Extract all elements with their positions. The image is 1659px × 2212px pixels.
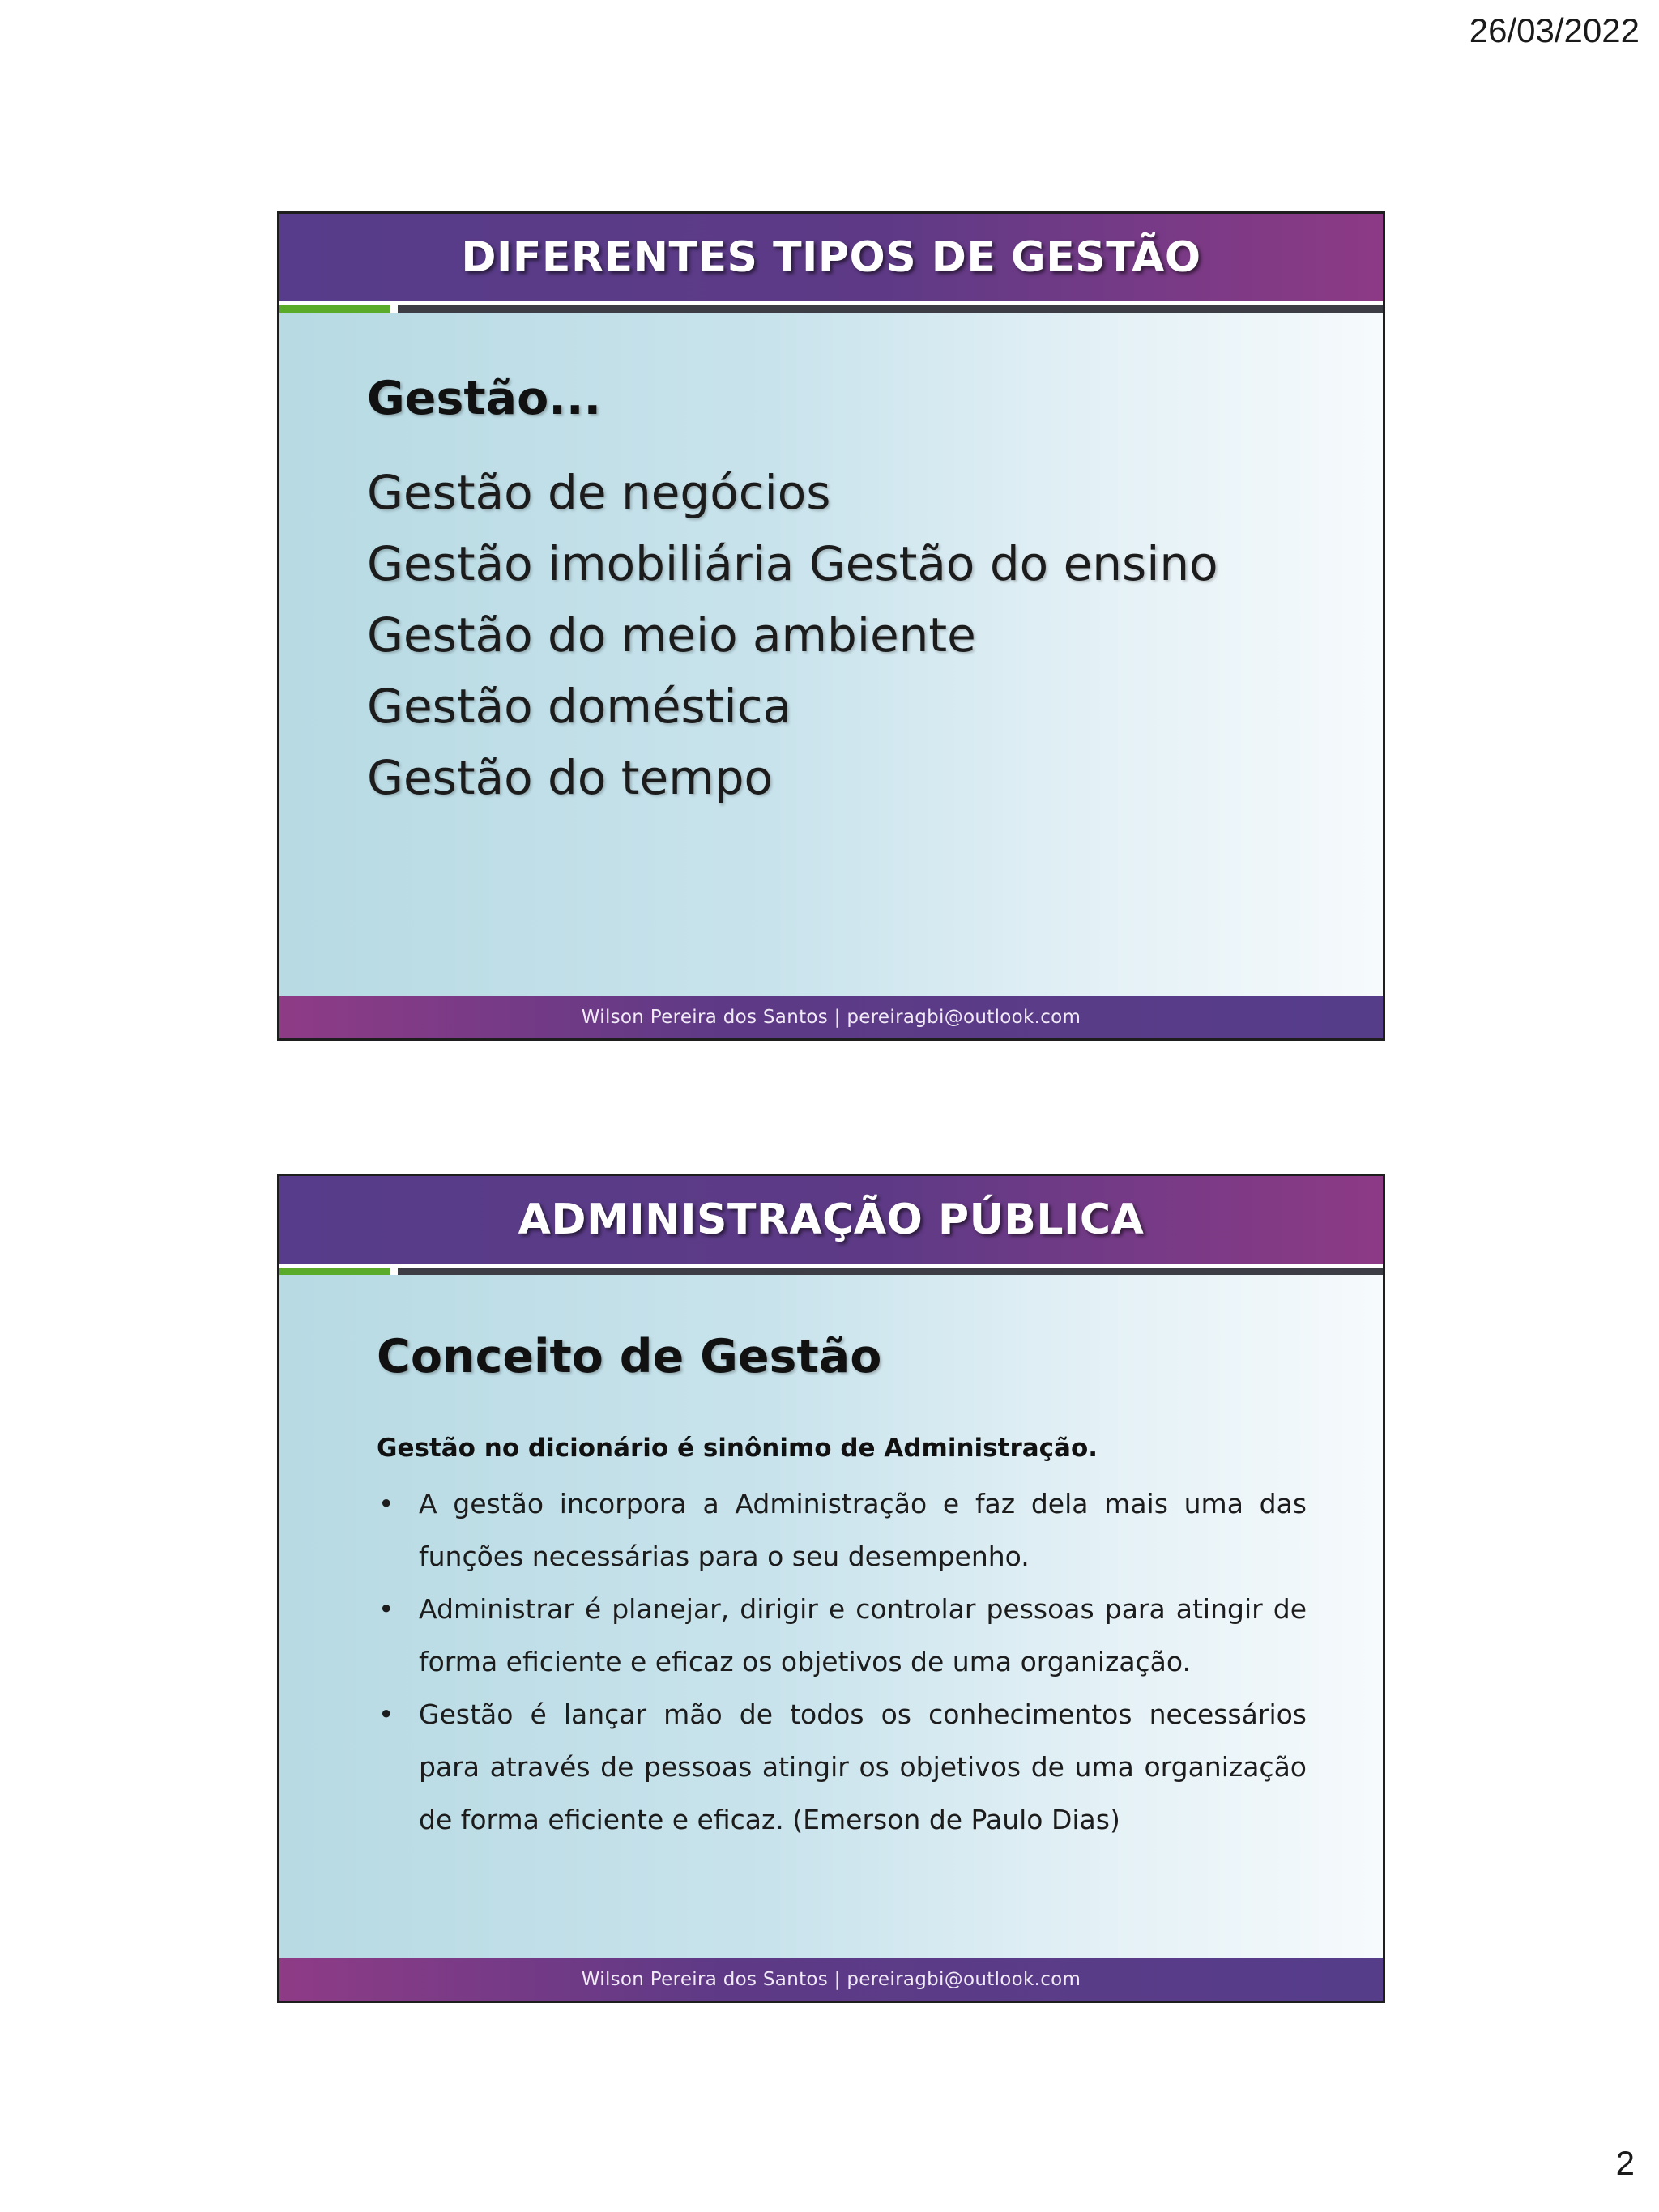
slide-1-footer-text: Wilson Pereira dos Santos | pereiragbi@outlook.com [581, 1007, 1081, 1028]
list-item: Gestão do tempo [367, 750, 774, 805]
slide-2-header [279, 1176, 1383, 1264]
bullet-icon: • [378, 1488, 394, 1519]
bullet-item [377, 1477, 1307, 1583]
slide-2-accent-bar [279, 1264, 1383, 1275]
slide-1-heading: Gestão... [367, 372, 602, 425]
slide-2-footer [279, 1958, 1383, 2001]
page-number: 2 [1615, 2144, 1635, 2182]
slide-2-bullets [377, 1477, 1307, 1846]
slide-2-title: ADMINISTRAÇÃO PÚBLICA [518, 1196, 1145, 1244]
bullet-item [377, 1583, 1307, 1688]
list-item: Gestão imobiliária Gestão do ensino [367, 536, 1218, 591]
slide-2-footer-text: Wilson Pereira dos Santos | pereiragbi@outlook.com [581, 1969, 1081, 1990]
slide-1-header [279, 214, 1383, 301]
slide-2 [277, 1174, 1385, 2003]
bullet-text: A gestão incorpora a Administração e faz dela mais uma das funções necessárias para o seu desempenho. [419, 1488, 1307, 1572]
slide-1-title: DIFERENTES TIPOS DE GESTÃO [461, 233, 1201, 282]
bullet-text: Gestão é lançar mão de todos os conhecimentos necessários para através de pessoas atingir os objetivos de uma organização de forma eficiente e eficaz. (Emerson de Paulo Dias) [419, 1698, 1307, 1835]
slide-1-footer [279, 996, 1383, 1038]
list-item: Gestão do meio ambiente [367, 607, 976, 663]
bullet-item [377, 1688, 1307, 1846]
bullet-text: Administrar é planejar, dirigir e controlar pessoas para atingir de forma eficiente e eficaz os objetivos de uma organização. [419, 1593, 1307, 1677]
slide-2-heading: Conceito de Gestão [377, 1330, 882, 1383]
list-item: Gestão doméstica [367, 679, 792, 734]
accent-green-stripe [279, 1268, 390, 1275]
accent-gray-stripe [398, 305, 1383, 313]
slide-1-list [367, 457, 1218, 813]
page-date: 26/03/2022 [1469, 11, 1640, 49]
bullet-icon: • [378, 1698, 394, 1730]
accent-green-stripe [279, 305, 390, 313]
slide-2-intro: Gestão no dicionário é sinônimo de Administração. [377, 1434, 1098, 1463]
slide-1 [277, 211, 1385, 1041]
accent-gray-stripe [398, 1268, 1383, 1275]
slide-1-accent-bar [279, 301, 1383, 313]
list-item: Gestão de negócios [367, 465, 831, 520]
bullet-icon: • [378, 1593, 394, 1625]
